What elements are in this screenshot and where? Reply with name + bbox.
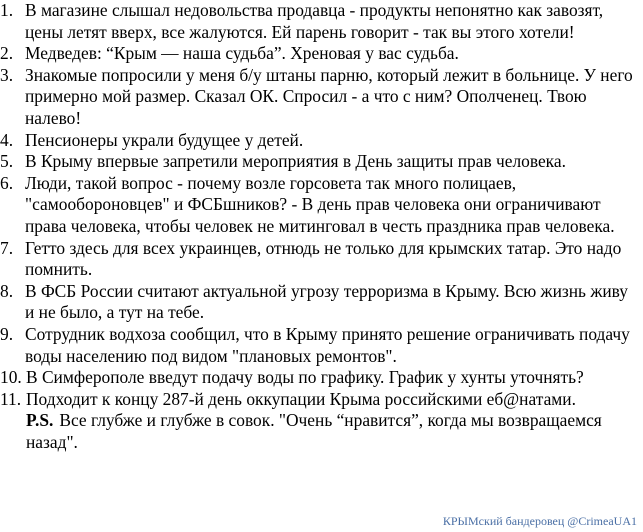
list-item-2 [0,43,640,65]
item-text: Знакомые попросили у меня б/у штаны парню, который лежит в больнице. У него примерно мой размер. Сказал ОК. Спросил - а что с ним? Ополченец. Твою налево! [25,64,633,128]
list-item-6 [0,173,640,238]
item-number: 11. [0,388,22,409]
postscript-text: Все глубже и глубже в совок. "Очень “нравится”, когда мы возвращаемся назад". [26,410,602,452]
item-text: Гетто здесь для всех украинцев, отнюдь не только для крымских татар. Это надо помнить. [25,237,622,280]
item-number: 9. [0,323,14,344]
postscript-label: P.S. [26,410,54,431]
item-number: 6. [0,172,14,193]
list-item-11 [0,389,640,411]
item-number: 7. [0,237,14,258]
item-text: В магазине слышал недовольства продавца - продукты непонятно как завозят, цены летят вверх, все жалуются. Ей парень говорит - так вы этого хотели! [25,0,604,42]
item-text: Подходит к концу 287-й день оккупации Крыма российскими еб@натами. [26,388,576,409]
list-item-1 [0,0,640,43]
list-item-9 [0,324,640,367]
item-text: Медведев: “Крым — наша судьба”. Хреновая у вас судьба. [25,43,459,64]
item-number: 4. [0,129,14,150]
item-number: 2. [0,43,14,64]
item-text: В ФСБ России считают актуальной угрозу терроризма в Крыму. Всю жизнь живу и не было, а тут на тебе. [25,280,628,323]
list-item-5 [0,151,640,173]
list-item-7 [0,238,640,281]
item-text: Люди, такой вопрос - почему возле горсовета так много полицаев, "самообороновцев" и ФСБшников? - В день прав человека они ограничивают права человека, чтобы человек не митинговал в честь праздника прав человека. [25,172,615,236]
list-item-8 [0,281,640,324]
item-number: 3. [0,64,14,85]
item-text: В Крыму впервые запретили мероприятия в День защиты прав человека. [25,151,566,172]
item-number: 8. [0,280,14,301]
item-text: Сотрудник водхоза сообщил, что в Крыму принято решение ограничивать подачу воды населению под видом "плановых ремонтов". [25,323,630,366]
list-item-10 [0,367,640,389]
watermark: КРЫМский бандеровец @CrimeaUA1 [442,514,637,528]
postscript [0,410,640,453]
item-text: В Симферополе введут подачу воды по графику. График у хунты уточнять? [26,367,584,388]
list-item-4 [0,130,640,152]
list-item-3 [0,65,640,130]
item-number: 5. [0,151,14,172]
item-text: Пенсионеры украли будущее у детей. [25,129,304,150]
item-number: 10. [0,367,22,388]
item-number: 1. [0,0,14,20]
